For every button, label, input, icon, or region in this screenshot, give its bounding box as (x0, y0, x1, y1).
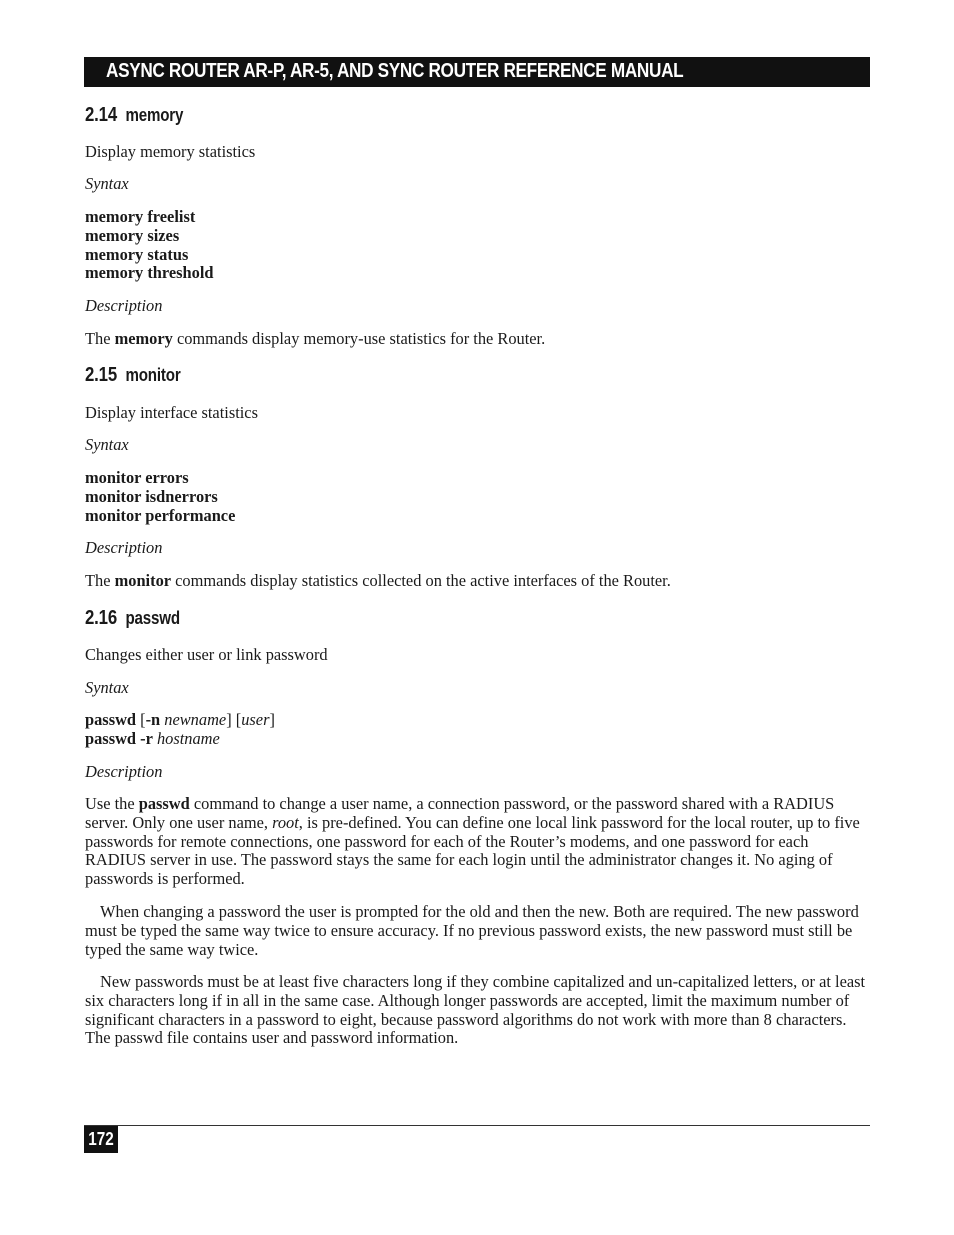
command-name: passwd (138, 794, 190, 813)
syntax-label: Syntax (85, 678, 129, 697)
section-number: 2.16 (85, 607, 118, 629)
section-passwd (85, 607, 870, 630)
section-heading (85, 364, 744, 387)
bracket: ] (269, 710, 275, 729)
syntax-line (85, 711, 870, 730)
syntax-line: monitor performance (85, 505, 236, 525)
command-name: monitor (114, 571, 172, 590)
section-number: 2.14 (85, 104, 118, 126)
argument: newname (164, 710, 227, 729)
text-run: command to change a user name, a connection password, or the password shared with a RADIUS server. Only one user name, (85, 794, 835, 832)
description-text (85, 330, 870, 349)
text-run: , is pre-defined. You can define one local link password for the local router, up to five passwords for remote connections, one password for each of the Router’s modems, and one password for each RADIUS server in use. The password stays the same for each login until the administrator changes it. No aging of passwords is performed. (85, 812, 860, 889)
syntax-line: monitor isdnerrors (85, 486, 218, 506)
section-heading (85, 104, 744, 127)
syntax-list (85, 711, 870, 749)
argument: hostname (156, 728, 220, 748)
syntax-list (85, 469, 870, 525)
description-text (85, 572, 870, 591)
syntax-line (85, 730, 870, 749)
section-summary: Display memory statistics (85, 142, 256, 161)
description-label: Description (85, 296, 163, 315)
description-paragraph (85, 795, 870, 889)
syntax-line: monitor errors (85, 468, 189, 487)
section-number: 2.15 (85, 364, 118, 386)
description-paragraph: When changing a password the user is prompted for the old and then the new. Both are required. The new password must be typed the same way twice to ensure accuracy. If no previous password exists, the new password must still be typed the same way twice. (85, 902, 859, 959)
text-run: The (85, 329, 115, 348)
argument: user (241, 710, 270, 729)
text-run: commands display memory-use statistics for the Router. (172, 329, 546, 348)
footer-rule (84, 1125, 870, 1126)
text-run: commands display statistics collected on the active interfaces of the Router. (171, 571, 671, 590)
section-monitor (85, 364, 870, 387)
bracket: [ (231, 710, 242, 729)
bracket: ] (226, 710, 232, 729)
section-title: memory (125, 105, 184, 125)
section-summary: Changes either user or link password (85, 645, 328, 664)
text-run: Use the (85, 794, 139, 813)
command-name: passwd -r (85, 728, 153, 748)
page-number (84, 1126, 118, 1153)
syntax-label: Syntax (85, 174, 129, 193)
syntax-line: memory status (85, 244, 189, 264)
syntax-line: memory freelist (85, 207, 196, 226)
bracket: [ (136, 710, 146, 729)
user-name: root (272, 812, 299, 832)
section-title: passwd (125, 608, 180, 628)
description-paragraph: New passwords must be at least five characters long if they combine capitalized and un-capitalized letters, or at least six characters long if in all in the same case. Although longer passwords are accepted, limit the maximum number of significant characters in a password to eight, because password algorithms do not work with more than 8 characters. The passwd file contains user and password information. (85, 972, 866, 1048)
manual-title: ASYNC ROUTER AR-P, AR-5, AND SYNC ROUTER REFERENCE MANUAL (106, 60, 684, 82)
syntax-line: memory sizes (85, 225, 180, 245)
command-name: memory (114, 329, 173, 348)
syntax-label: Syntax (85, 435, 129, 454)
description-label: Description (85, 762, 163, 781)
section-heading (85, 607, 744, 630)
text-run: The (85, 571, 115, 590)
syntax-line: memory threshold (85, 263, 214, 283)
section-memory (85, 104, 870, 127)
description-label: Description (85, 538, 163, 557)
section-title: monitor (125, 365, 181, 385)
option-flag: -n (145, 710, 161, 729)
command-name: passwd (85, 710, 137, 729)
syntax-list (85, 208, 870, 283)
running-header (84, 57, 870, 87)
section-summary: Display interface statistics (85, 403, 258, 422)
page-number-text: 172 (88, 1129, 114, 1149)
